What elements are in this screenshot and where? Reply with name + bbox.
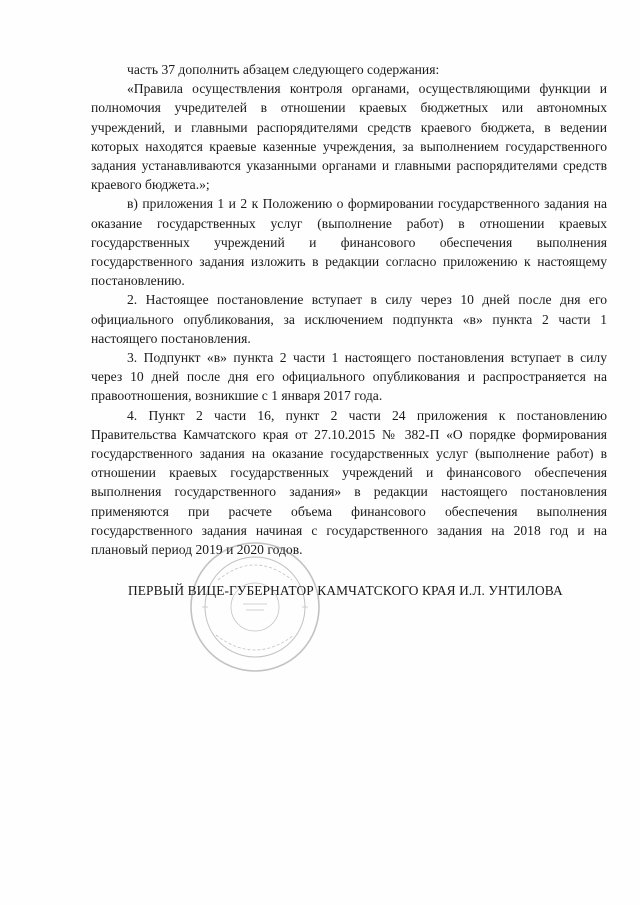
round-stamp bbox=[188, 540, 322, 674]
signature-line: ПЕРВЫЙ ВИЦЕ-ГУБЕРНАТОР КАМЧАТСКОГО КРАЯ И.Л. УНТИЛОВА bbox=[128, 583, 563, 598]
paragraph-item-3: 3. Подпункт «в» пункта 2 части 1 настоящего постановления вступает в силу через 10 дней после дня его официального опубликования и распространяется на правоотношения, возникшие с 1 января 2017 года. bbox=[91, 350, 607, 404]
paragraph-intro: часть 37 дополнить абзацем следующего содержания: bbox=[127, 62, 440, 77]
paragraph-quote-rules: «Правила осуществления контроля органами, осуществляющими функции и полномочия учредителей в отношении краевых бюджетных или автономных учреждений, и главными распорядителями средств краевого бюджета, в ведении которых находятся краевые казенные учреждения, за выполнением государственного задания устанавливаются указанными органами и главными распорядителями средств краевого бюджета.»; bbox=[91, 81, 607, 193]
paragraph-item-4: 4. Пункт 2 части 16, пункт 2 части 24 приложения к постановлению Правительства Камчатского края от 27.10.2015 № 382-П «О порядке формирования государственного задания на оказание государственных услуг (выполнение работ) в отношении краевых государственных учреждений и финансового обеспечения выполнения государственного задания» в редакции настоящего постановления применяются при расчете объема финансового обеспечения выполнения государственного задания начиная с государственного задания на 2018 год и на плановый период 2019 и 2020 годов. bbox=[91, 407, 607, 558]
paragraph-subitem-v: в) приложения 1 и 2 к Положению о формировании государственного задания на оказание государственных услуг (выполнение работ) в отношении краевых государственных учреждений и финансового обеспечения выполнения государственного задания изложить в редакции согласно приложению к настоящему постановлению. bbox=[91, 196, 607, 289]
document-body bbox=[91, 60, 607, 559]
paragraph-item-2: 2. Настоящее постановление вступает в силу через 10 дней после дня его официального опубликования, за исключением подпункта «в» пункта 2 части 1 настоящего постановления. bbox=[91, 292, 607, 346]
